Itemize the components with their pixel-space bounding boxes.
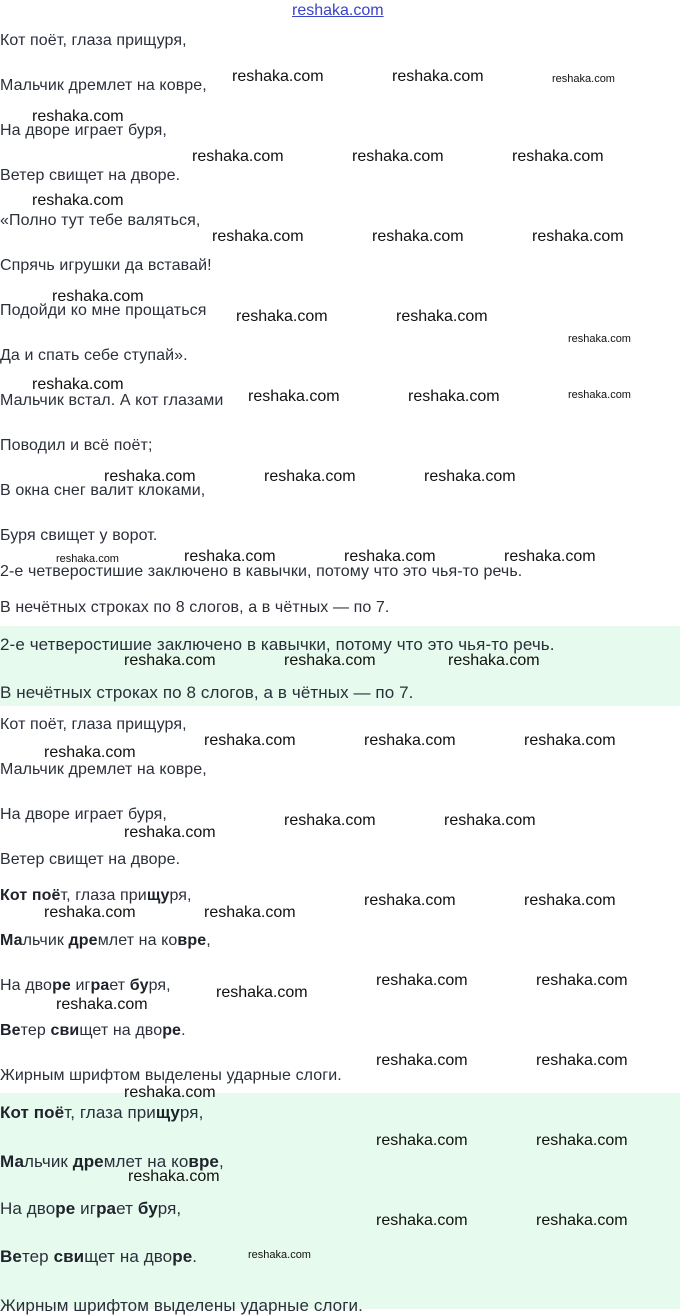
text-segment: . bbox=[192, 1247, 198, 1266]
stressed-syllable: бу bbox=[129, 977, 149, 994]
answer-line: 2-е четверостишие заключено в кавычки, потому что это чья-то речь. bbox=[0, 635, 555, 654]
stressed-syllable: дре bbox=[72, 1152, 104, 1171]
stress-panel bbox=[0, 1093, 680, 1315]
stanza-line: Кот поёт, глаза прищуря, bbox=[0, 716, 187, 733]
stressed-line bbox=[0, 932, 211, 950]
watermark: reshaka.com bbox=[232, 68, 324, 85]
watermark: reshaka.com bbox=[44, 904, 136, 921]
poem-line: В окна снег валит клоками, bbox=[0, 482, 206, 499]
watermark: reshaka.com bbox=[448, 652, 540, 669]
stressed-syllable: сви bbox=[53, 1247, 85, 1266]
watermark: reshaka.com bbox=[248, 388, 340, 405]
text-segment: На дво bbox=[0, 977, 53, 994]
watermark: reshaka.com bbox=[568, 389, 631, 401]
text-segment: ря, bbox=[169, 887, 192, 904]
watermark: reshaka.com bbox=[248, 1249, 311, 1261]
text-segment: иг bbox=[70, 977, 91, 994]
watermark: reshaka.com bbox=[104, 468, 196, 485]
watermark: reshaka.com bbox=[536, 972, 628, 989]
stressed-syllable: щу bbox=[155, 1103, 180, 1122]
stressed-syllable: вре bbox=[177, 932, 207, 949]
watermark: reshaka.com bbox=[124, 1084, 216, 1101]
stressed-line bbox=[0, 887, 192, 905]
stressed-line bbox=[0, 1248, 197, 1266]
text-segment: т, глаза при bbox=[60, 887, 147, 904]
stress-note: Жирным шрифтом выделены ударные слоги. bbox=[0, 1067, 342, 1084]
stressed-syllable: щу bbox=[146, 887, 170, 904]
watermark: reshaka.com bbox=[364, 732, 456, 749]
text-segment: На дво bbox=[0, 1199, 56, 1218]
poem-line: Спрячь игрушки да вставай! bbox=[0, 257, 212, 274]
watermark: reshaka.com bbox=[124, 652, 216, 669]
watermark: reshaka.com bbox=[364, 892, 456, 909]
text-segment: , bbox=[206, 932, 211, 949]
poem-line: «Полно тут тебе валяться, bbox=[0, 212, 201, 229]
poem-line: На дворе играет буря, bbox=[0, 122, 167, 139]
text-segment: ет bbox=[116, 1199, 138, 1218]
stressed-syllable: ре bbox=[52, 977, 71, 994]
watermark: reshaka.com bbox=[284, 812, 376, 829]
watermark: reshaka.com bbox=[396, 308, 488, 325]
text-segment: льчик bbox=[22, 932, 69, 949]
poem-line: Мальчик встал. А кот глазами bbox=[0, 392, 224, 409]
text-segment: льчик bbox=[24, 1152, 73, 1171]
watermark: reshaka.com bbox=[128, 1168, 220, 1185]
stressed-line bbox=[0, 1104, 203, 1122]
watermark: reshaka.com bbox=[376, 1212, 468, 1229]
stressed-syllable: бу bbox=[137, 1199, 158, 1218]
poem-line: Мальчик дремлет на ковре, bbox=[0, 77, 207, 94]
watermark: reshaka.com bbox=[504, 548, 596, 565]
stressed-syllable: Ве bbox=[0, 1022, 21, 1039]
stressed-syllable: Ма bbox=[0, 1152, 25, 1171]
watermark: reshaka.com bbox=[32, 192, 124, 209]
stressed-syllable: поё bbox=[33, 1103, 65, 1122]
watermark: reshaka.com bbox=[376, 1132, 468, 1149]
watermark: reshaka.com bbox=[204, 732, 296, 749]
watermark: reshaka.com bbox=[392, 68, 484, 85]
watermark: reshaka.com bbox=[212, 228, 304, 245]
poem-line: Ветер свищет на дворе. bbox=[0, 167, 181, 184]
watermark: reshaka.com bbox=[56, 996, 148, 1013]
answer-line: 2-е четверостишие заключено в кавычки, потому что это чья-то речь. bbox=[0, 563, 523, 580]
text-segment: млет на ко bbox=[103, 1152, 189, 1171]
watermark: reshaka.com bbox=[512, 148, 604, 165]
watermark: reshaka.com bbox=[372, 228, 464, 245]
answer-line: В нечётных строках по 8 слогов, а в чётных — по 7. bbox=[0, 683, 414, 702]
watermark: reshaka.com bbox=[424, 468, 516, 485]
watermark: reshaka.com bbox=[532, 228, 624, 245]
watermark: reshaka.com bbox=[536, 1052, 628, 1069]
poem-line: Подойди ко мне прощаться bbox=[0, 302, 207, 319]
stressed-syllable: вре bbox=[188, 1152, 219, 1171]
watermark: reshaka.com bbox=[236, 308, 328, 325]
watermark: reshaka.com bbox=[444, 812, 536, 829]
stanza-line: Ветер свищет на дворе. bbox=[0, 851, 181, 868]
stressed-syllable: поё bbox=[31, 887, 61, 904]
poem-line: Буря свищет у ворот. bbox=[0, 527, 158, 544]
watermark: reshaka.com bbox=[284, 652, 376, 669]
stressed-syllable: ра bbox=[96, 1199, 117, 1218]
text-segment: иг bbox=[75, 1199, 97, 1218]
text-segment: млет на ко bbox=[97, 932, 178, 949]
text-segment: т, глаза при bbox=[64, 1103, 156, 1122]
text-segment: ря, bbox=[148, 977, 171, 994]
stressed-syllable: ре bbox=[55, 1199, 76, 1218]
stressed-syllable: ре bbox=[162, 1022, 182, 1039]
stressed-syllable: Ма bbox=[0, 932, 23, 949]
stressed-syllable: сви bbox=[50, 1022, 80, 1039]
watermark: reshaka.com bbox=[524, 732, 616, 749]
stanza-line: Мальчик дремлет на ковре, bbox=[0, 761, 207, 778]
stanza-line: На дворе играет буря, bbox=[0, 806, 167, 823]
watermark: reshaka.com bbox=[552, 73, 615, 85]
text-segment: ет bbox=[109, 977, 130, 994]
watermark: reshaka.com bbox=[376, 972, 468, 989]
watermark: reshaka.com bbox=[56, 553, 119, 565]
stressed-line bbox=[0, 977, 171, 995]
text-segment: щет на дво bbox=[79, 1022, 163, 1039]
stressed-line bbox=[0, 1200, 181, 1218]
stressed-syllable: Ве bbox=[0, 1247, 22, 1266]
text-segment: щет на дво bbox=[84, 1247, 173, 1266]
watermark: reshaka.com bbox=[408, 388, 500, 405]
text-segment: тер bbox=[21, 1247, 54, 1266]
stressed-syllable: дре bbox=[68, 932, 98, 949]
watermark: reshaka.com bbox=[184, 548, 276, 565]
stressed-line bbox=[0, 1022, 186, 1040]
stressed-syllable: ра bbox=[90, 977, 110, 994]
stressed-syllable: Кот bbox=[0, 887, 28, 904]
watermark: reshaka.com bbox=[352, 148, 444, 165]
watermark: reshaka.com bbox=[192, 148, 284, 165]
watermark: reshaka.com bbox=[32, 108, 124, 125]
watermark: reshaka.com bbox=[44, 744, 136, 761]
watermark: reshaka.com bbox=[568, 333, 631, 345]
text-segment: ря, bbox=[157, 1199, 182, 1218]
watermark: reshaka.com bbox=[32, 376, 124, 393]
watermark: reshaka.com bbox=[344, 548, 436, 565]
poem-line: Поводил и всё поёт; bbox=[0, 437, 153, 454]
poem-line: Да и спать себе ступай». bbox=[0, 347, 188, 364]
stress-note: Жирным шрифтом выделены ударные слоги. bbox=[0, 1296, 363, 1315]
watermark: reshaka.com bbox=[264, 468, 356, 485]
stressed-syllable: ре bbox=[172, 1247, 193, 1266]
poem-line: Кот поёт, глаза прищуря, bbox=[0, 32, 187, 49]
watermark: reshaka.com bbox=[536, 1212, 628, 1229]
watermark: reshaka.com bbox=[52, 288, 144, 305]
answer-line: В нечётных строках по 8 слогов, а в чётных — по 7. bbox=[0, 599, 390, 616]
site-link[interactable]: reshaka.com bbox=[292, 2, 384, 19]
stressed-syllable: Кот bbox=[0, 1103, 29, 1122]
text-segment: тер bbox=[20, 1022, 51, 1039]
watermark: reshaka.com bbox=[524, 892, 616, 909]
text-segment: . bbox=[181, 1022, 186, 1039]
text-segment: , bbox=[218, 1152, 224, 1171]
watermark: reshaka.com bbox=[376, 1052, 468, 1069]
watermark: reshaka.com bbox=[124, 824, 216, 841]
watermark: reshaka.com bbox=[216, 984, 308, 1001]
watermark: reshaka.com bbox=[204, 904, 296, 921]
watermark: reshaka.com bbox=[536, 1132, 628, 1149]
text-segment: ря, bbox=[179, 1103, 204, 1122]
